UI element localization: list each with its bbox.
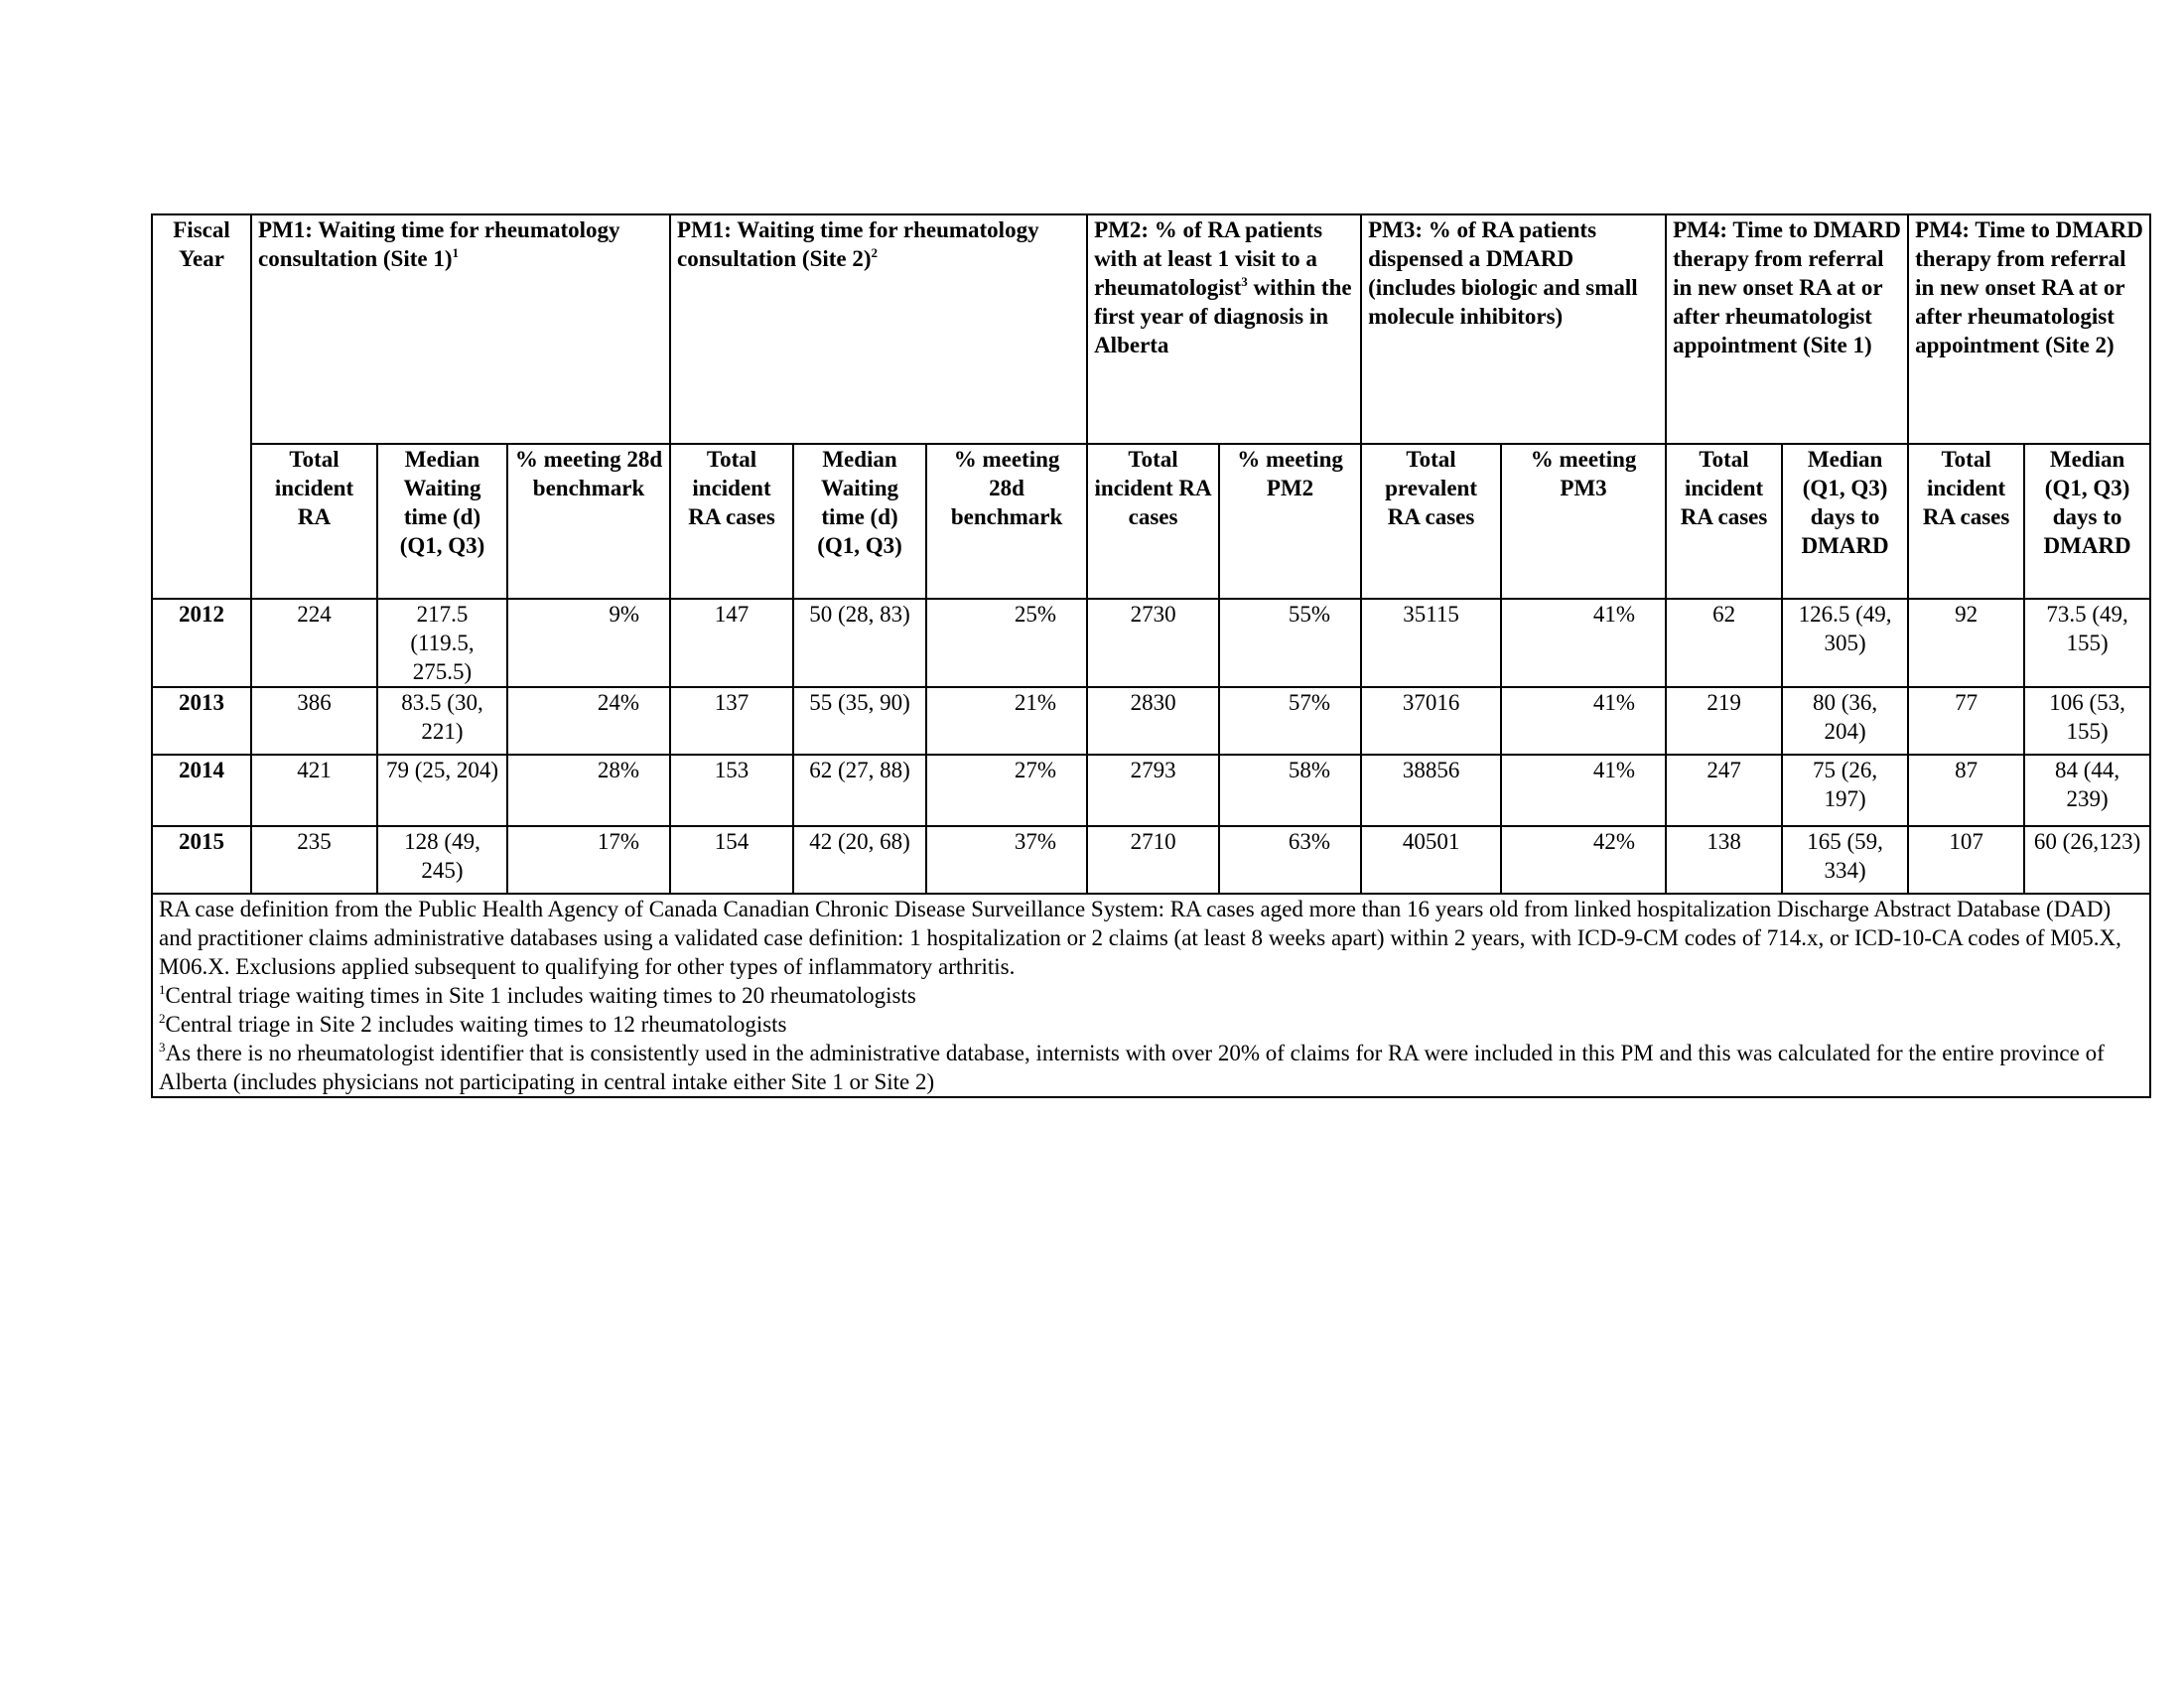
data-cell: 21%: [926, 687, 1087, 755]
table-row: [152, 826, 2150, 894]
data-cell: 84 (44, 239): [2024, 755, 2150, 826]
data-cell: 107: [1908, 826, 2024, 894]
pm1-site2-header: PM1: Waiting time for rheumatology consultation (Site 2)$^2$: [670, 214, 1087, 444]
data-cell: 62: [1666, 599, 1782, 687]
subheader-cell: Total incident RA cases: [1666, 444, 1782, 599]
data-cell: 25%: [926, 599, 1087, 687]
data-cell: 92: [1908, 599, 2024, 687]
data-cell: 126.5 (49, 305): [1782, 599, 1908, 687]
data-cell: 153: [670, 755, 793, 826]
data-cell: 28%: [507, 755, 670, 826]
data-cell: 35115: [1361, 599, 1501, 687]
subheader-cell: Total incident RA cases: [1087, 444, 1219, 599]
data-cell: 55 (35, 90): [793, 687, 926, 755]
header-row-groups: [152, 214, 2150, 444]
table-row: [152, 687, 2150, 755]
subheader-cell: Median Waiting time (d) (Q1, Q3): [793, 444, 926, 599]
subheader-cell: % meeting PM3: [1501, 444, 1666, 599]
fiscal-year-header: Fiscal Year: [152, 214, 251, 599]
data-cell: 421: [251, 755, 377, 826]
data-cell: 55%: [1219, 599, 1361, 687]
data-cell: 57%: [1219, 687, 1361, 755]
data-cell: 106 (53, 155): [2024, 687, 2150, 755]
data-cell: 80 (36, 204): [1782, 687, 1908, 755]
data-cell: 147: [670, 599, 793, 687]
year-cell: 2012: [152, 599, 251, 687]
data-cell: 2830: [1087, 687, 1219, 755]
subheader-cell: Median (Q1, Q3) days to DMARD: [2024, 444, 2150, 599]
subheader-cell: Median Waiting time (d) (Q1, Q3): [377, 444, 507, 599]
footnote: $^2$Central triage in Site 2 includes waiting times to 12 rheumatologists: [159, 1011, 787, 1037]
footnote: $^3$As there is no rheumatologist identifier that is consistently used in the administrative database, internists with over 20% of claims for RA were included in this PM and this was calculated for the entire province of Alberta (includes physicians not participating in central intake either Site 1 or Site 2): [159, 1040, 2105, 1094]
subheader-cell: Total incident RA cases: [670, 444, 793, 599]
subheader-cell: Total incident RA cases: [1908, 444, 2024, 599]
pm2-header: PM2: % of RA patients with at least 1 visit to a rheumatologist$^3$ within the first year of diagnosis in Alberta: [1087, 214, 1361, 444]
data-cell: 27%: [926, 755, 1087, 826]
data-cell: 24%: [507, 687, 670, 755]
data-cell: 138: [1666, 826, 1782, 894]
data-cell: 165 (59, 334): [1782, 826, 1908, 894]
pm4-site1-header: PM4: Time to DMARD therapy from referral in new onset RA at or after rheumatologist appointment (Site 1): [1666, 214, 1908, 444]
data-cell: 60 (26,123): [2024, 826, 2150, 894]
subheader-cell: Total incident RA: [251, 444, 377, 599]
data-cell: 137: [670, 687, 793, 755]
data-cell: 38856: [1361, 755, 1501, 826]
case-definition-note: RA case definition from the Public Health Agency of Canada Canadian Chronic Disease Surveillance System: RA cases aged more than 16 years old from linked hospitalization Discharge Abstract Database (DAD) and practitioner claims administrative databases using a validated case definition: 1 hospitalization or 2 claims (at least 8 weeks apart) within 2 years, with ICD-9-CM codes of 714.x, or ICD-10-CA codes of M05.X, M06.X. Exclusions applied subsequent to qualifying for other types of inflammatory arthritis.: [159, 897, 2121, 979]
data-cell: 41%: [1501, 599, 1666, 687]
data-cell: 2730: [1087, 599, 1219, 687]
data-cell: 224: [251, 599, 377, 687]
year-cell: 2013: [152, 687, 251, 755]
data-cell: 75 (26, 197): [1782, 755, 1908, 826]
data-cell: 9%: [507, 599, 670, 687]
table-notes: [152, 894, 2150, 1097]
data-cell: 2710: [1087, 826, 1219, 894]
pm1-site1-header: PM1: Waiting time for rheumatology consultation (Site 1)$^1$: [251, 214, 670, 444]
data-cell: 17%: [507, 826, 670, 894]
data-cell: 79 (25, 204): [377, 755, 507, 826]
data-cell: 247: [1666, 755, 1782, 826]
data-cell: 235: [251, 826, 377, 894]
data-cell: 42%: [1501, 826, 1666, 894]
data-cell: 219: [1666, 687, 1782, 755]
data-cell: 50 (28, 83): [793, 599, 926, 687]
data-cell: 41%: [1501, 687, 1666, 755]
subheader-cell: Total prevalent RA cases: [1361, 444, 1501, 599]
header-row-subheaders: [152, 444, 2150, 599]
data-cell: 87: [1908, 755, 2024, 826]
subheader-cell: Median (Q1, Q3) days to DMARD: [1782, 444, 1908, 599]
data-cell: 73.5 (49, 155): [2024, 599, 2150, 687]
data-cell: 40501: [1361, 826, 1501, 894]
year-cell: 2015: [152, 826, 251, 894]
performance-measures-table: [151, 213, 2151, 1098]
data-cell: 83.5 (30, 221): [377, 687, 507, 755]
data-cell: 128 (49, 245): [377, 826, 507, 894]
data-cell: 42 (20, 68): [793, 826, 926, 894]
data-cell: 2793: [1087, 755, 1219, 826]
data-cell: 154: [670, 826, 793, 894]
data-cell: 37016: [1361, 687, 1501, 755]
subheader-cell: % meeting 28d benchmark: [926, 444, 1087, 599]
pm4-site2-header: PM4: Time to DMARD therapy from referral in new onset RA at or after rheumatologist appointment (Site 2): [1908, 214, 2150, 444]
notes-row: [152, 894, 2150, 1097]
data-cell: 217.5 (119.5, 275.5): [377, 599, 507, 687]
data-cell: 41%: [1501, 755, 1666, 826]
data-cell: 62 (27, 88): [793, 755, 926, 826]
subheader-cell: % meeting PM2: [1219, 444, 1361, 599]
table-row: [152, 599, 2150, 687]
data-cell: 63%: [1219, 826, 1361, 894]
data-cell: 77: [1908, 687, 2024, 755]
data-cell: 386: [251, 687, 377, 755]
data-cell: 37%: [926, 826, 1087, 894]
subheader-cell: % meeting 28d benchmark: [507, 444, 670, 599]
data-cell: 58%: [1219, 755, 1361, 826]
table-row: [152, 755, 2150, 826]
pm3-header: PM3: % of RA patients dispensed a DMARD (includes biologic and small molecule inhibitors): [1361, 214, 1666, 444]
year-cell: 2014: [152, 755, 251, 826]
footnote: $^1$Central triage waiting times in Site 1 includes waiting times to 20 rheumatologists: [159, 982, 916, 1008]
